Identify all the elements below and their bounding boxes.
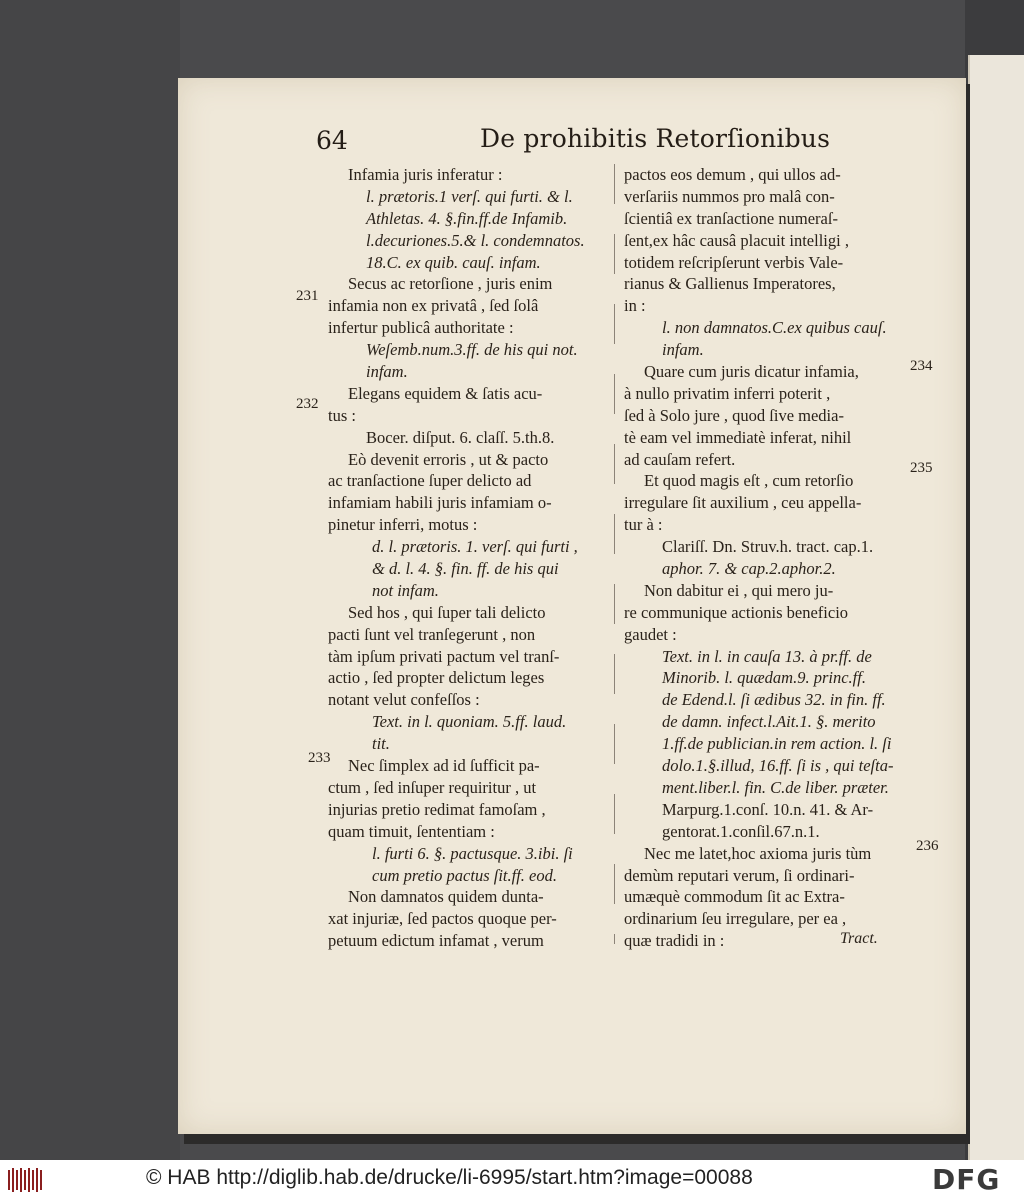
hab-logo-icon: [6, 1166, 46, 1194]
copyright-link[interactable]: © HAB http://diglib.hab.de/drucke/li-6995/start.htm?image=00088: [146, 1166, 753, 1189]
left-column-line: infamia non ex privatâ , ſed ſolâ: [328, 296, 539, 316]
right-column-line: Quare cum juris dicatur infamia,: [644, 362, 859, 382]
left-column-line: Text. in l. quoniam. 5.ff. laud.: [372, 712, 567, 732]
page-header: [178, 124, 966, 164]
left-column-line: d. l. prætoris. 1. verſ. qui furti ,: [372, 537, 578, 557]
left-column-line: tus :: [328, 405, 356, 425]
footer-bar: [0, 1160, 1024, 1199]
scanned-page: [178, 78, 966, 1134]
margin-number-233: 233: [308, 750, 331, 766]
left-column-line: Non damnatos quidem dunta-: [348, 887, 544, 907]
left-column-line: Infamia juris inferatur :: [348, 165, 503, 184]
left-column-line: Weſemb.num.3.ff. de his qui not.: [366, 340, 578, 360]
left-column-line: actio , ſed propter delictum leges: [328, 668, 545, 688]
left-column-line: Nec ſimplex ad id ſufficit pa-: [348, 756, 540, 776]
left-column-line: cum pretio pactus ſit.ff. eod.: [372, 865, 557, 885]
margin-number-234: 234: [910, 358, 933, 374]
right-column-line: Clariſſ. Dn. Struv.h. tract. cap.1.: [662, 537, 874, 557]
left-column-line: infertur publicâ authoritate :: [328, 318, 514, 338]
right-column-line: demùm reputari verum, ſi ordinari-: [624, 865, 855, 885]
right-column-line: tur à :: [624, 515, 663, 535]
margin-number-236: 236: [916, 838, 939, 854]
right-column-line: ſed à Solo jure , quod ſive media-: [624, 405, 844, 425]
right-column-line: re communique actionis beneficio: [624, 602, 849, 622]
right-column-line: dolo.1.§.illud, 16.ff. ſi is , qui teſta-: [662, 756, 894, 776]
right-column-line: ſcientiâ ex tranſactione numeraſ-: [624, 208, 838, 228]
left-column-line: Sed hos , qui ſuper tali delicto: [348, 602, 546, 622]
right-column-line: irregulare ſit auxilium , ceu appella-: [624, 493, 862, 513]
left-column-line: Eò devenit erroris , ut & pacto: [348, 449, 549, 469]
left-column-line: l. furti 6. §. pactusque. 3.ibi. ſi: [372, 843, 573, 863]
right-column-line: ordinarium ſeu irregulare, per ea ,: [624, 909, 847, 929]
left-column-line: Athletas. 4. §.fin.ff.de Infamib.: [366, 208, 568, 228]
right-column-line: infam.: [662, 340, 704, 360]
right-column-line: ment.liber.l. fin. C.de liber. præter.: [662, 777, 889, 797]
dfg-logo: DFG: [932, 1163, 1001, 1196]
left-column-line: not infam.: [372, 580, 439, 600]
left-column-line: tàm ipſum privati pactum vel tranſ-: [328, 646, 560, 666]
right-column-line: verſariis nummos pro malâ con-: [624, 186, 835, 206]
right-column-line: à nullo privatim inferri poterit ,: [624, 383, 831, 403]
column-divider: [614, 164, 615, 944]
catchword: Tract.: [840, 930, 878, 947]
right-column-line: l. non damnatos.C.ex quibus cauſ.: [662, 318, 887, 338]
left-column-line: xat injuriæ, ſed pactos quoque per-: [328, 909, 557, 929]
left-column-line: Secus ac retorſione , juris enim: [348, 274, 553, 294]
right-column-line: aphor. 7. & cap.2.aphor.2.: [662, 559, 836, 579]
left-column-line: Elegans equidem & ſatis acu-: [348, 383, 543, 403]
left-column-line: & d. l. 4. §. fin. ff. de his qui: [372, 559, 559, 579]
right-column-line: Minorib. l. quædam.9. princ.ff.: [662, 668, 866, 688]
left-column-line: ac tranſactione ſuper delicto ad: [328, 471, 532, 491]
right-column-line: ad cauſam refert.: [624, 449, 736, 469]
right-column-line: rianus & Gallienus Imperatores,: [624, 274, 836, 294]
right-column-line: quæ tradidi in :: [624, 931, 725, 951]
page-number: 64: [316, 126, 348, 155]
right-column-line: gentorat.1.conſil.67.n.1.: [662, 821, 820, 841]
left-column-line: petuum edictum infamat , verum: [328, 931, 544, 951]
right-column-line: in :: [624, 296, 646, 316]
margin-number-231: 231: [296, 288, 319, 304]
left-text-column: [328, 164, 616, 952]
left-column-line: quam timuit, ſententiam :: [328, 821, 495, 841]
right-column-line: gaudet :: [624, 624, 677, 644]
right-column-line: Non dabitur ei , qui mero ju-: [644, 580, 834, 600]
left-column-line: notant velut confeſſos :: [328, 690, 480, 710]
right-column-line: totidem reſcripſerunt verbis Vale-: [624, 252, 844, 272]
right-text-column: [624, 164, 924, 952]
left-column-line: pinetur inferri, motus :: [328, 515, 478, 535]
adjacent-page-edge: [968, 55, 1024, 1165]
left-column-line: Bocer. diſput. 6. claſſ. 5.th.8.: [366, 427, 555, 447]
right-column-line: pactos eos demum , qui ullos ad-: [624, 165, 841, 184]
left-column-line: ctum , ſed inſuper requiritur , ut: [328, 777, 537, 797]
viewer-background-left: [0, 0, 180, 1160]
left-column-line: tit.: [372, 734, 390, 754]
left-column-line: 18.C. ex quib. cauſ. infam.: [366, 252, 541, 272]
right-column-line: Text. in l. in cauſa 13. à pr.ff. de: [662, 646, 872, 666]
right-column-line: de Edend.l. ſi ædibus 32. in fin. ff.: [662, 690, 886, 710]
left-column-line: pacti ſunt vel tranſegerunt , non: [328, 624, 536, 644]
left-column-line: injurias pretio redimat famoſam ,: [328, 799, 546, 819]
right-column-line: tè eam vel immediatè inferat, nihil: [624, 427, 852, 447]
right-column-line: Marpurg.1.conſ. 10.n. 41. & Ar-: [662, 799, 874, 819]
left-column-line: infam.: [366, 362, 408, 382]
right-column-line: de damn. infect.l.Ait.1. §. merito: [662, 712, 876, 732]
right-column-line: 1.ff.de publician.in rem action. l. ſi: [662, 734, 892, 754]
left-column-line: l. prætoris.1 verſ. qui furti. & l.: [366, 186, 573, 206]
margin-number-232: 232: [296, 396, 319, 412]
left-column-line: l.decuriones.5.& l. condemnatos.: [366, 230, 585, 250]
right-column-line: Nec me latet,hoc axioma juris tùm: [644, 843, 872, 863]
right-column-line: ſent,ex hâc causâ placuit intelligi ,: [624, 230, 849, 250]
right-column-line: umæquè commodum ſit ac Extra-: [624, 887, 845, 907]
margin-number-235: 235: [910, 460, 933, 476]
right-column-line: Et quod magis eſt , cum retorſio: [644, 471, 854, 491]
running-title: De prohibitis Retorſionibus: [480, 124, 831, 153]
left-column-line: infamiam habili juris infamiam o-: [328, 493, 552, 513]
